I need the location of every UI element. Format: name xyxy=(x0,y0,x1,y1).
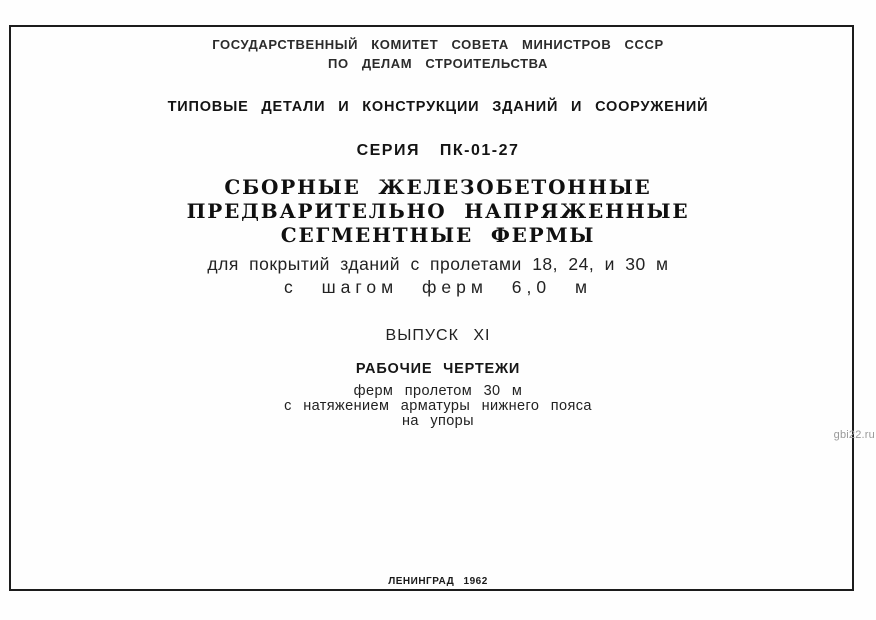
section-description-line2: с натяжением арматуры нижнего пояса xyxy=(284,398,592,414)
city-year-footer: ЛЕНИНГРАД 1962 xyxy=(388,576,488,587)
site-watermark: gbi22.ru xyxy=(833,429,875,441)
section-description-line1: ферм пролетом 30 м xyxy=(353,383,523,399)
committee-name-line1: ГОСУДАРСТВЕННЫЙ КОМИТЕТ СОВЕТА МИНИСТРОВ СССР xyxy=(212,37,664,52)
working-drawings-heading: РАБОЧИЕ ЧЕРТЕЖИ xyxy=(355,361,521,377)
committee-name-line2: ПО ДЕЛАМ СТРОИТЕЛЬСТВА xyxy=(328,56,548,71)
section-description-line3: на упоры xyxy=(402,413,474,429)
series-heading: ТИПОВЫЕ ДЕТАЛИ И КОНСТРУКЦИИ ЗДАНИЙ И СООРУЖЕНИЙ xyxy=(167,99,709,115)
main-title-line2: ПРЕДВАРИТЕЛЬНО НАПРЯЖЕННЫЕ xyxy=(186,199,690,223)
series-number: СЕРИЯ ПК-01-27 xyxy=(356,142,520,159)
subtitle-line2: с шагом ферм 6,0 м xyxy=(284,277,592,297)
main-title-line3: СЕГМЕНТНЫЕ ФЕРМЫ xyxy=(280,223,596,247)
main-title-line1: СБОРНЫЕ ЖЕЛЕЗОБЕТОННЫЕ xyxy=(224,175,652,199)
issue-number: ВЫПУСК XI xyxy=(385,327,491,344)
subtitle-line1: для покрытий зданий с пролетами 18, 24, и 30 м xyxy=(207,254,669,274)
